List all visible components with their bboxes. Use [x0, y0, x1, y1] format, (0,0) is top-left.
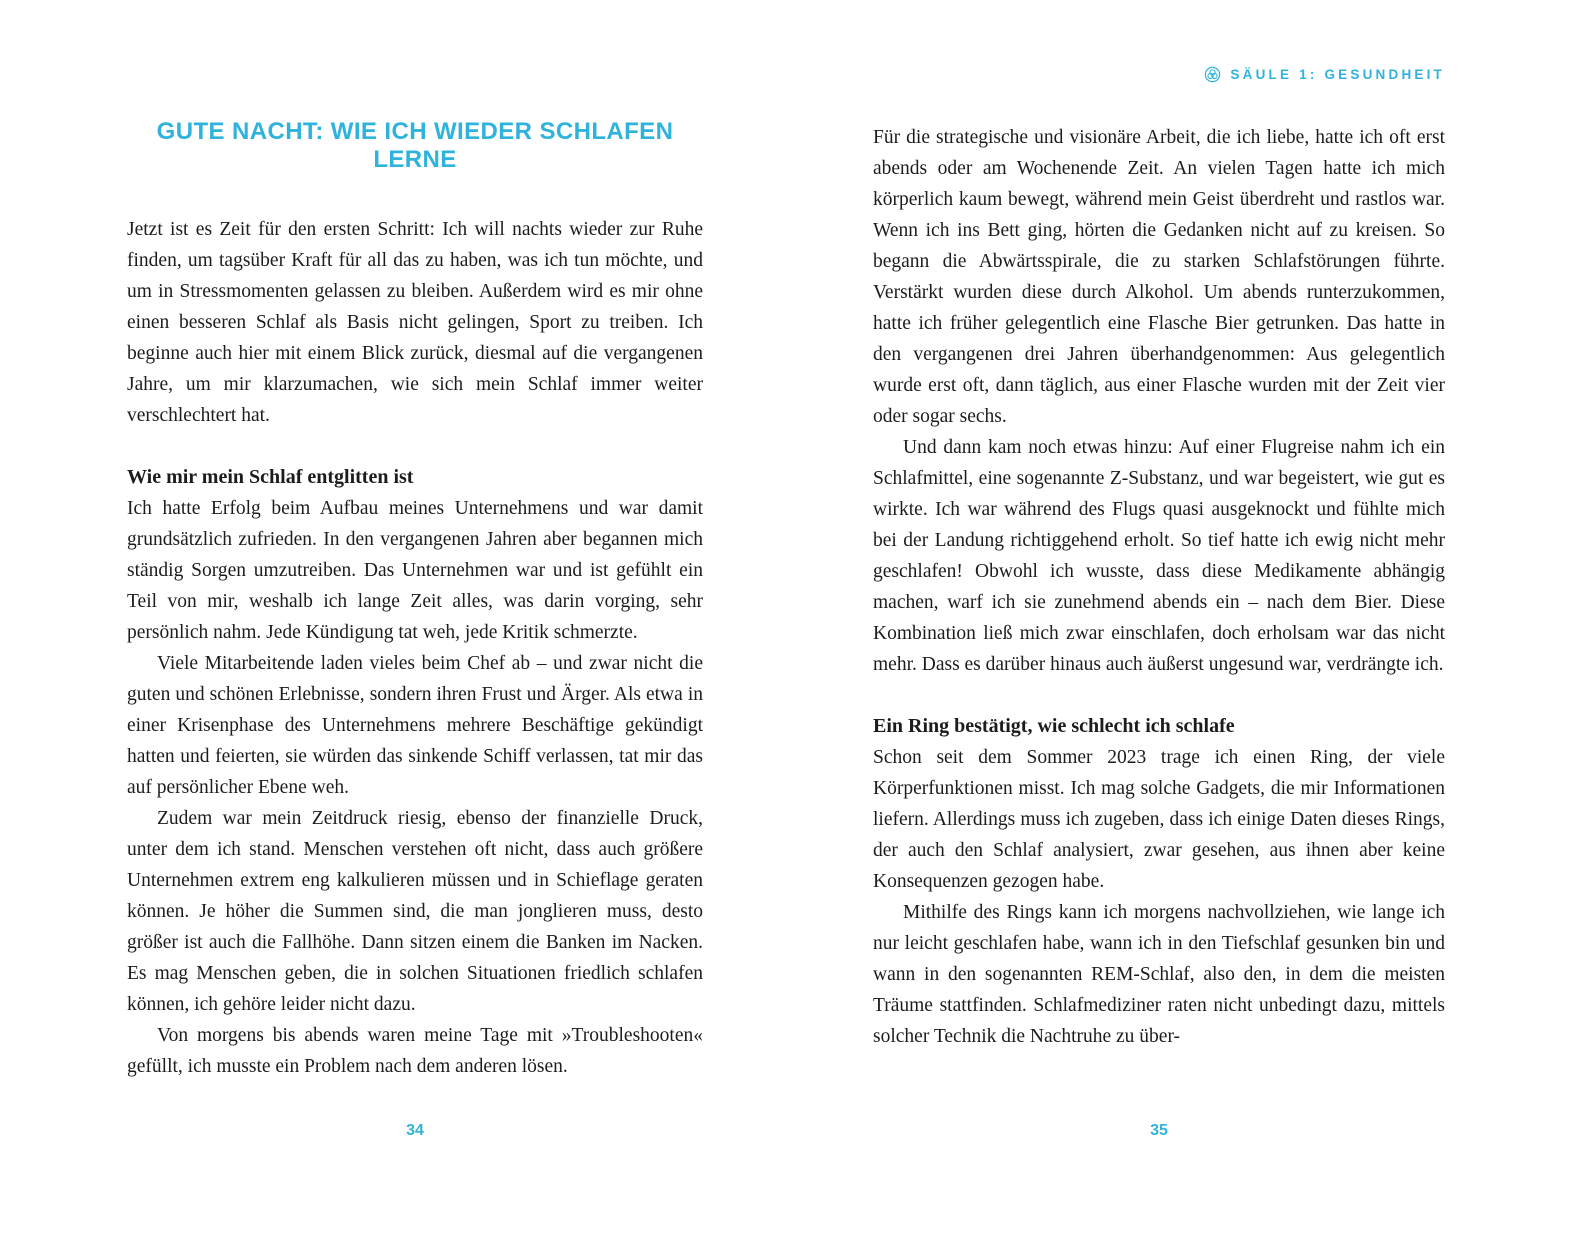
- chapter-title: GUTE NACHT: WIE ICH WIEDER SCHLAFEN LERNE: [156, 118, 674, 173]
- page-number-right: 35: [1150, 1122, 1168, 1139]
- paragraph: Für die strategische und visionäre Arbeit, die ich liebe, hatte ich oft erst abends oder am Wochenende Zeit. An vielen Tagen hatte ich mich körperlich kaum bewegt, während mein Geist überdreht und rastlos war. Wenn ich ins Bett ging, hörten die Gedanken nicht auf zu kreisen. So begann die Abwärtsspirale, die zu starken Schlafstörungen führte. Verstärkt wurden diese durch Alkohol. Um abends runterzukommen, hatte ich früher gelegentlich eine Flasche Bier getrunken. Das hatte in den vergangenen drei Jahren überhandgenommen: Aus gelegentlich wurde erst oft, dann täglich, aus einer Flasche wurden mit der Zeit vier oder sogar sechs.: [873, 127, 1445, 427]
- paragraph: Jetzt ist es Zeit für den ersten Schritt: Ich will nachts wieder zur Ruhe finden, um tagsüber Kraft für all das zu haben, was ich tun möchte, und um in Stressmomenten gelassen zu bleiben. Außerdem wird es mir ohne einen besseren Schlaf als Basis nicht gelingen, Sport zu treiben. Ich beginne auch hier mit einem Blick zurück, diesmal auf die vergangenen Jahre, um mir klarzumachen, wie sich mein Schlaf immer weiter verschlechtert hat.: [127, 219, 703, 426]
- paragraph: Von morgens bis abends waren meine Tage mit »Troubleshooten« gefüllt, ich musste ein Problem nach dem anderen lösen.: [127, 1025, 703, 1077]
- paragraph: Viele Mitarbeitende laden vieles beim Chef ab – und zwar nicht die guten und schönen Erlebnisse, sondern ihren Frust und Ärger. Als etwa in einer Krisenphase des Unternehmens mehrere Beschäftige gekündigt hatten und feierten, sie würden das sinkende Schiff verlassen, tat mir das auf persönlicher Ebene weh.: [127, 653, 703, 798]
- section-heading: Ein Ring bestätigt, wie schlecht ich schlafe: [873, 715, 1235, 737]
- running-head-label: SÄULE 1: GESUNDHEIT: [1230, 67, 1445, 82]
- running-head: [873, 66, 1445, 83]
- paragraph: Zudem war mein Zeitdruck riesig, ebenso der finanzielle Druck, unter dem ich stand. Menschen verstehen oft nicht, dass auch größere Unternehmen extrem eng kalkulieren müssen und in Schieflage geraten können. Je höher die Summen sind, die man jonglieren muss, desto größer ist auch die Fallhöhe. Dann sitzen einem die Banken im Nacken. Es mag Menschen geben, die in solchen Situationen friedlich schlafen können, ich gehöre leider nicht dazu.: [127, 808, 703, 1015]
- page-number-left: 34: [406, 1122, 424, 1139]
- paragraph: Ich hatte Erfolg beim Aufbau meines Unternehmens und war damit grundsätzlich zufrieden. In den vergangenen Jahren aber begannen mich ständig Sorgen umzutreiben. Das Unternehmen war und ist gefühlt ein Teil von mir, weshalb ich lange Zeit alles, was darin vorging, sehr persönlich nahm. Jede Kündigung tat weh, jede Kritik schmerzte.: [127, 498, 703, 643]
- paragraph: Mithilfe des Rings kann ich morgens nachvollziehen, wie lange ich nur leicht geschlafen habe, wann ich in den Tiefschlaf gesunken bin und wann in den sogenannten REM-Schlaf, also den, in dem die meisten Träume stattfinden. Schlafmediziner raten nicht unbedingt dazu, mittels solcher Technik die Nachtruhe zu über-: [873, 902, 1445, 1047]
- paragraph: Und dann kam noch etwas hinzu: Auf einer Flugreise nahm ich ein Schlafmittel, eine sogenannte Z-Substanz, und war begeistert, wie gut es wirkte. Ich war während des Flugs quasi ausgeknockt und fühlte mich bei der Landung richtiggehend erholt. So tief hatte ich ewig nicht mehr geschlafen! Obwohl ich wusste, dass diese Medikamente abhängig machen, warf ich sie zunehmend abends ein – nach dem Bier. Diese Kombination ließ mich zwar einschlafen, doch erholsam war das nicht mehr. Dass es darüber hinaus auch äußerst ungesund war, verdrängte ich.: [873, 437, 1445, 675]
- right-page: [873, 122, 1445, 1052]
- paragraph: Schon seit dem Sommer 2023 trage ich einen Ring, der viele Körperfunktionen misst. Ich mag solche Gadgets, die mir Informationen liefern. Allerdings muss ich zugeben, dass ich einige Daten dieses Rings, der auch den Schlaf analysiert, zwar gesehen, aus ihnen aber keine Konsequenzen gezogen habe.: [873, 747, 1445, 892]
- pillar-icon: [1204, 66, 1221, 83]
- section-heading: Wie mir mein Schlaf entglitten ist: [127, 466, 414, 488]
- left-page: [127, 118, 703, 1082]
